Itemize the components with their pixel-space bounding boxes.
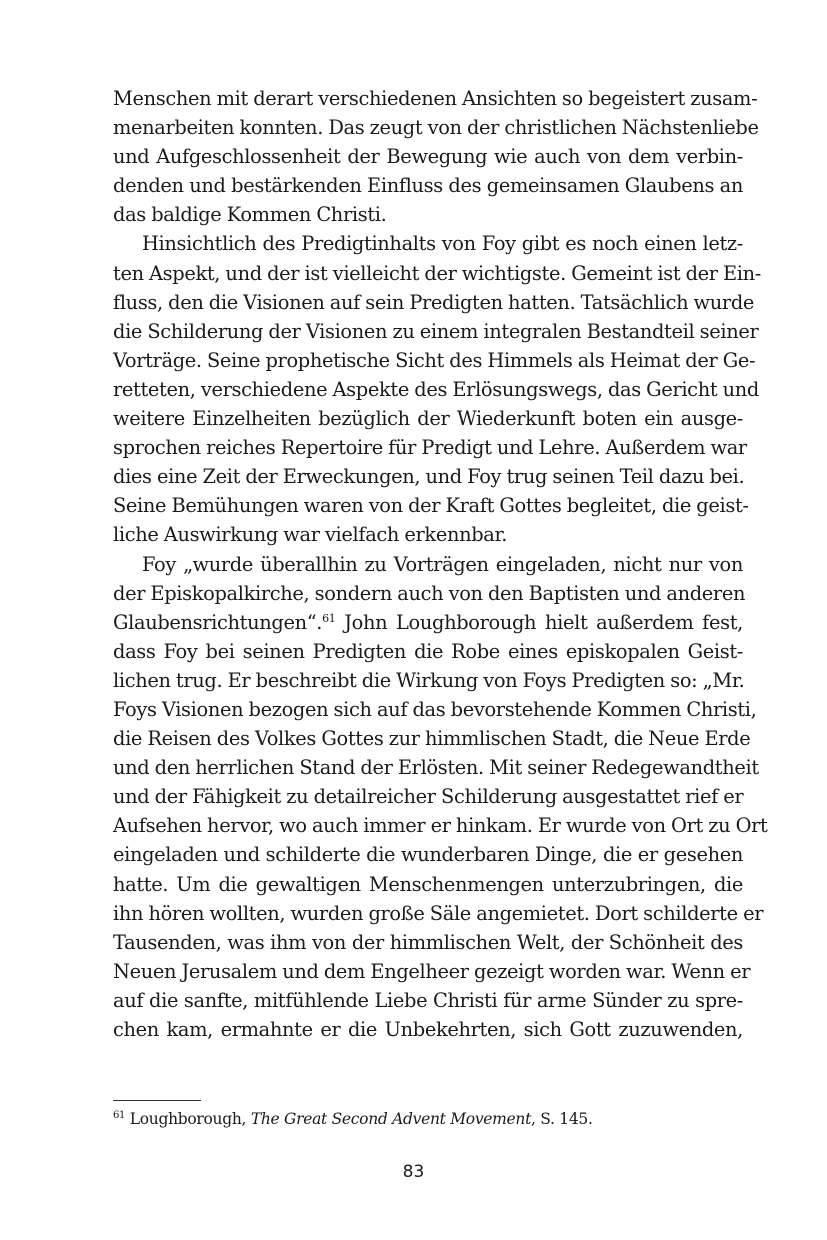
text-line: sprochen reiches Repertoire für Predigt und Lehre. Außerdem war bbox=[113, 436, 747, 460]
text-line: Tausenden, was ihm von der himmlischen Welt, der Schönheit des bbox=[113, 930, 743, 954]
text-line: fluss, den die Visionen auf sein Predigten hatten. Tatsächlich wurde bbox=[113, 290, 755, 314]
text-line: dass Foy bei seinen Predigten die Robe eines episkopalen Geist- bbox=[113, 639, 743, 663]
text-fragment: Glaubensrichtungen“. bbox=[113, 610, 323, 634]
body-text bbox=[113, 84, 768, 1044]
text-line: denden und bestärkenden Einfluss des gemeinsamen Glaubens an bbox=[113, 174, 743, 198]
text-line: und Aufgeschlossenheit der Bewegung wie auch von dem verbin- bbox=[113, 145, 743, 169]
text-line-with-footnote-ref bbox=[113, 608, 743, 637]
text-line: Foy „wurde überallhin zu Vorträgen eingeladen, nicht nur von bbox=[142, 552, 743, 576]
footnote-divider bbox=[113, 1100, 201, 1101]
text-line: ihn hören wollten, wurden große Säle angemietet. Dort schilderte er bbox=[113, 901, 764, 925]
text-line: chen kam, ermahnte er die Unbekehrten, sich Gott zuzuwenden, bbox=[113, 1018, 743, 1041]
text-line: Menschen mit derart verschiedenen Ansichten so begeistert zusam- bbox=[113, 87, 758, 110]
text-line: lichen trug. Er beschreibt die Wirkung von Foys Predigten so: „Mr. bbox=[113, 668, 745, 692]
text-line: Neuen Jerusalem und dem Engelheer gezeigt worden war. Wenn er bbox=[113, 959, 751, 983]
text-line: hatte. Um die gewaltigen Menschenmengen unterzubringen, die bbox=[113, 872, 743, 896]
text-line: Seine Bemühungen waren von der Kraft Gottes begleitet, die geist- bbox=[113, 494, 749, 518]
footnote-number: 61 bbox=[113, 1110, 126, 1121]
footnote-rest: , S. 145. bbox=[531, 1110, 593, 1128]
footnote bbox=[113, 1108, 743, 1130]
text-fragment: John Loughborough hielt außerdem fest, bbox=[335, 610, 743, 634]
text-line: weitere Einzelheiten bezüglich der Wiederkunft boten ein ausge- bbox=[113, 407, 743, 431]
text-line: die Reisen des Volkes Gottes zur himmlischen Stadt, die Neue Erde bbox=[113, 727, 751, 751]
text-line: retteten, verschiedene Aspekte des Erlösungswegs, das Gericht und bbox=[113, 377, 759, 401]
text-line: und den herrlichen Stand der Erlösten. Mit seiner Redegewandtheit bbox=[113, 756, 759, 780]
page-number: 83 bbox=[402, 1162, 425, 1182]
footnote-reference[interactable]: 61 bbox=[322, 611, 336, 625]
text-line: liche Auswirkung war vielfach erkennbar. bbox=[113, 523, 508, 547]
text-line: Vorträge. Seine prophetische Sicht des Himmels als Heimat der Ge- bbox=[113, 348, 756, 372]
text-line: auf die sanfte, mitfühlende Liebe Christi für arme Sünder zu spre- bbox=[113, 988, 743, 1012]
text-line: die Schilderung der Visionen zu einem integralen Bestandteil seiner bbox=[113, 319, 759, 343]
footnote-title: The Great Second Advent Movement bbox=[250, 1110, 532, 1128]
text-line: menarbeiten konnten. Das zeugt von der christlichen Nächstenliebe bbox=[113, 116, 759, 140]
text-line: das baldige Kommen Christi. bbox=[113, 203, 387, 227]
footnote-author: Loughborough, bbox=[125, 1110, 251, 1128]
text-line: ten Aspekt, und der ist vielleicht der wichtigste. Gemeint ist der Ein- bbox=[113, 261, 762, 285]
text-line: Hinsichtlich des Predigtinhalts von Foy gibt es noch einen letz- bbox=[142, 232, 743, 256]
text-line: der Episkopalkirche, sondern auch von den Baptisten und anderen bbox=[113, 581, 746, 605]
text-line: und der Fähigkeit zu detailreicher Schilderung ausgestattet rief er bbox=[113, 785, 744, 809]
text-line: dies eine Zeit der Erweckungen, und Foy trug seinen Teil dazu bei. bbox=[113, 465, 745, 489]
text-line: Aufsehen hervor, wo auch immer er hinkam. Er wurde von Ort zu Ort bbox=[113, 814, 768, 838]
text-line: Foys Visionen bezogen sich auf das bevorstehende Kommen Christi, bbox=[113, 697, 757, 721]
text-line: eingeladen und schilderte die wunderbaren Dinge, die er gesehen bbox=[113, 843, 743, 867]
